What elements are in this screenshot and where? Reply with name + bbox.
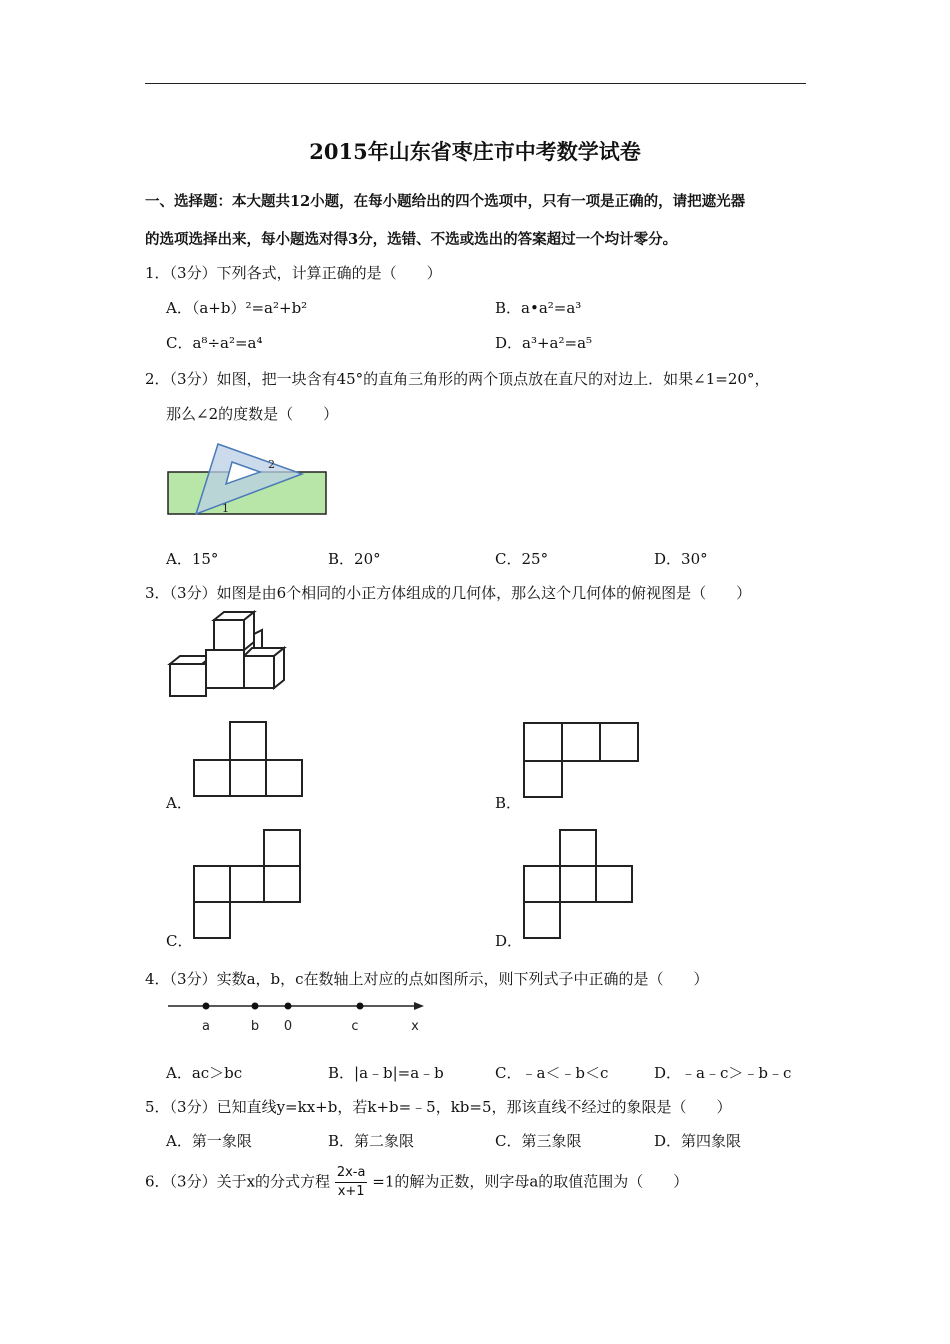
axis-label-a: a <box>202 1019 210 1034</box>
q2-option-b: B．20° <box>328 550 381 568</box>
q4-option-c: C．﹣a＜﹣b＜c <box>495 1064 609 1082</box>
q5-option-c: C．第三象限 <box>495 1132 582 1150</box>
q4-option-d: D．﹣a﹣c＞﹣b﹣c <box>654 1064 792 1082</box>
question-5-stem: 5．（3分）已知直线y=kx+b，若k+b=﹣5，kb=5，那该直线不经过的象限是（ ） <box>145 1098 732 1116</box>
q3-option-c-label: C． <box>166 932 193 950</box>
question-6-stem <box>145 1164 688 1201</box>
q6-fraction-numerator: 2x-a <box>335 1164 368 1183</box>
q2-option-d: D．30° <box>654 550 708 568</box>
q1-option-c <box>166 332 263 353</box>
q1-option-d-label: D． <box>495 334 523 352</box>
q3-option-d-label: D． <box>495 932 523 950</box>
q4-option-a: A．ac＞bc <box>166 1064 243 1082</box>
q3-cube-solid-figure <box>166 610 296 702</box>
axis-label-c: c <box>351 1019 359 1034</box>
q4-option-b: B．|a﹣b|=a﹣b <box>328 1064 444 1082</box>
section-heading-line2: 的选项选择出来，每小题选对得3分，选错、不选或选出的答案超过一个均计零分。 <box>145 231 678 248</box>
q1-option-d <box>495 332 592 353</box>
axis-label-zero: 0 <box>283 1019 293 1034</box>
q1-option-a-text: （a+b）²=a²+b² <box>191 299 308 317</box>
axis-label-x: x <box>411 1019 419 1034</box>
point-zero <box>285 1003 292 1010</box>
q5-option-b: B．第二象限 <box>328 1132 415 1150</box>
section-heading-line1: 一、选择题：本大题共12小题，在每小题给出的四个选项中，只有一项是正确的，请把遮光器 <box>145 193 746 210</box>
question-2-stem-line1: 2．（3分）如图，把一块含有45°的直角三角形的两个顶点放在直尺的对边上．如果∠1=20°， <box>145 370 770 388</box>
point-b <box>252 1003 259 1010</box>
q3-option-b-figure <box>522 720 640 800</box>
q6-stem-pre: 6．（3分）关于x的分式方程 <box>145 1172 331 1191</box>
q2-option-c: C．25° <box>495 550 549 568</box>
q6-fraction-denominator: x+1 <box>337 1184 365 1199</box>
q4-number-line <box>166 996 428 1036</box>
question-3-stem: 3．（3分）如图是由6个相同的小正方体组成的几何体，那么这个几何体的俯视图是（ ） <box>145 584 752 602</box>
q1-option-b-label: B． <box>495 299 522 317</box>
question-1-stem: 1．（3分）下列各式，计算正确的是（ ） <box>145 264 442 282</box>
q1-option-b-text: a•a²=a³ <box>521 299 582 317</box>
q1-option-d-text: a³+a²=a⁵ <box>522 334 593 352</box>
q6-fraction <box>335 1164 368 1201</box>
q2-option-a: A．15° <box>166 550 219 568</box>
q5-option-a: A．第一象限 <box>166 1132 252 1150</box>
header-rule <box>145 83 806 84</box>
question-4-stem: 4．（3分）实数a，b，c在数轴上对应的点如图所示，则下列式子中正确的是（ ） <box>145 970 709 988</box>
q1-option-c-text: a⁸÷a²=a⁴ <box>192 334 263 352</box>
q3-option-d-figure <box>522 828 634 942</box>
q5-option-d: D．第四象限 <box>654 1132 742 1150</box>
page-title: 2015年山东省枣庄市中考数学试卷 <box>309 139 641 164</box>
angle-1-label: 1 <box>222 502 229 515</box>
q1-option-a-label: A． <box>166 299 192 317</box>
axis-label-b: b <box>250 1019 260 1034</box>
q3-option-b-label: B． <box>495 794 522 812</box>
q6-stem-post: =1的解为正数，则字母a的取值范围为（ ） <box>372 1172 689 1191</box>
q2-ruler-triangle-figure <box>160 438 340 524</box>
q1-option-b <box>495 297 581 318</box>
q3-option-a-label: A． <box>166 794 192 812</box>
q3-option-a-figure <box>192 720 304 798</box>
number-line-arrow <box>414 1002 424 1010</box>
q1-option-c-label: C． <box>166 334 193 352</box>
question-2-stem-line2: 那么∠2的度数是（ ） <box>166 405 339 423</box>
q1-option-a <box>166 297 307 318</box>
point-a <box>203 1003 210 1010</box>
q3-option-c-figure <box>192 828 304 942</box>
point-c <box>357 1003 364 1010</box>
angle-2-label: 2 <box>268 458 275 471</box>
